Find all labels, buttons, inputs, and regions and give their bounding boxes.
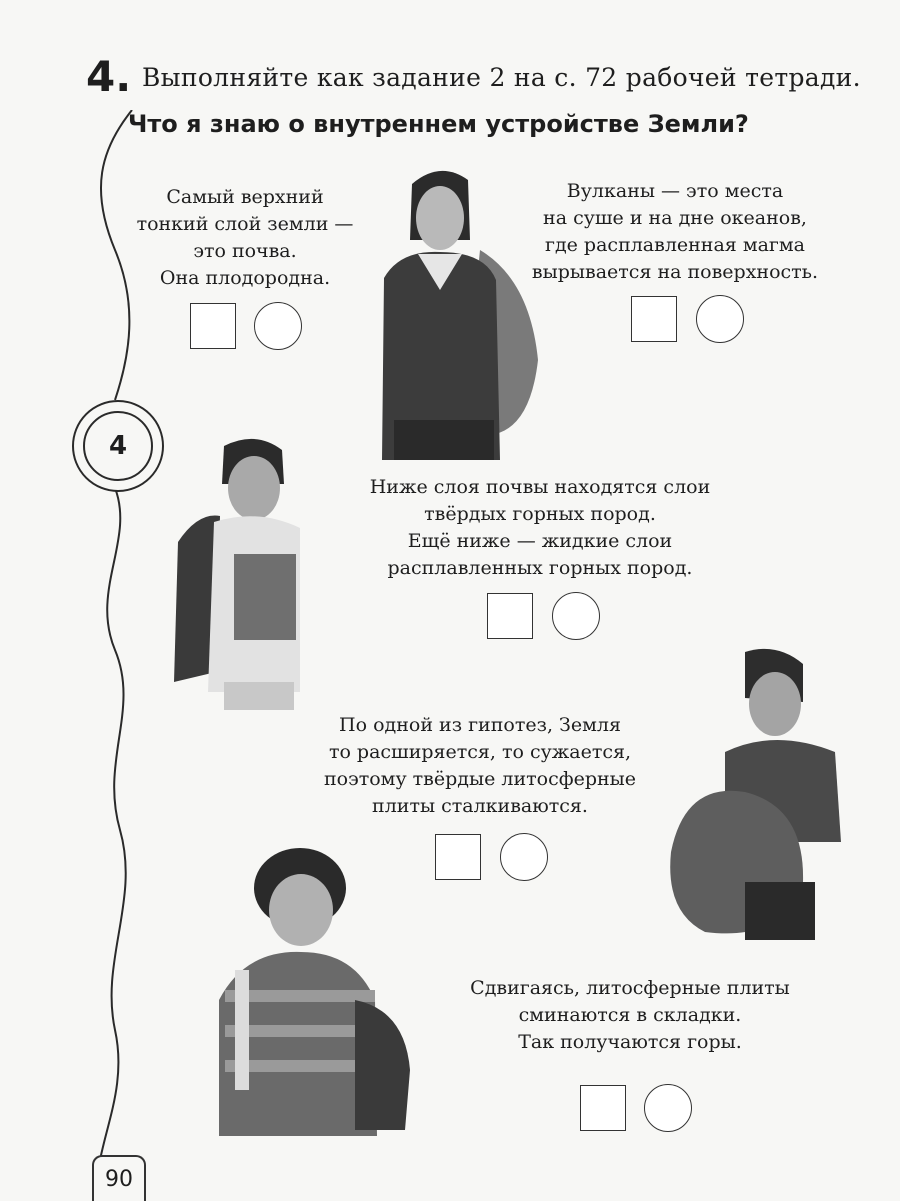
task-header	[86, 52, 876, 108]
statement-3	[320, 474, 760, 582]
answer-square-3[interactable]	[487, 593, 533, 639]
statement-line: это почва.	[193, 240, 297, 262]
lesson-number: 4	[83, 411, 153, 481]
answer-circle-3[interactable]	[552, 592, 600, 640]
photo-girl-with-book	[168, 432, 328, 712]
photo-girl-with-backpack	[360, 160, 550, 460]
statement-line: вырывается на поверхность.	[531, 261, 819, 283]
statement-line: плиты сталкиваются.	[372, 795, 588, 817]
answer-circle-1[interactable]	[254, 302, 302, 350]
answer-square-4[interactable]	[435, 834, 481, 880]
statement-5	[430, 975, 830, 1056]
statement-line: Вулканы — это места	[566, 180, 784, 202]
statement-line: где расплавленная магма	[545, 234, 805, 256]
answer-square-2[interactable]	[631, 296, 677, 342]
answer-square-5[interactable]	[580, 1085, 626, 1131]
statement-1	[100, 184, 390, 292]
answer-circle-4[interactable]	[500, 833, 548, 881]
statement-line: расплавленных горных пород.	[387, 557, 693, 579]
statement-line: то расширяется, то сужается,	[328, 741, 632, 763]
answer-circle-2[interactable]	[696, 295, 744, 343]
photo-boy-with-bag	[665, 642, 845, 942]
lesson-badge	[72, 400, 164, 492]
statement-line: поэтому твёрдые литосферные	[323, 768, 637, 790]
statement-line: Ещё ниже — жидкие слои	[407, 530, 673, 552]
photo-curly-boy-with-folder	[205, 840, 415, 1136]
statement-line: По одной из гипотез, Земля	[339, 714, 621, 736]
statement-line: Ниже слоя почвы находятся слои	[369, 476, 711, 498]
statement-line: сминаются в складки.	[518, 1004, 742, 1026]
statement-line: Самый верхний	[166, 186, 324, 208]
statement-line: твёрдых горных пород.	[424, 503, 656, 525]
section-title: Что я знаю о внутреннем устройстве Земли?	[128, 110, 749, 138]
statement-line: Сдвигаясь, литосферные плиты	[470, 977, 790, 999]
task-instruction: Выполняйте как задание 2 на с. 72 рабочей тетради.	[142, 63, 861, 92]
statement-line: на суше и на дне океанов,	[543, 207, 807, 229]
statement-line: Она плодородна.	[159, 267, 331, 289]
statement-line: тонкий слой земли —	[136, 213, 354, 235]
task-number: 4.	[86, 52, 132, 101]
statement-4	[270, 712, 690, 820]
answer-square-1[interactable]	[190, 303, 236, 349]
page-number: 90	[92, 1155, 146, 1201]
statement-line: Так получаются горы.	[518, 1031, 742, 1053]
answer-circle-5[interactable]	[644, 1084, 692, 1132]
